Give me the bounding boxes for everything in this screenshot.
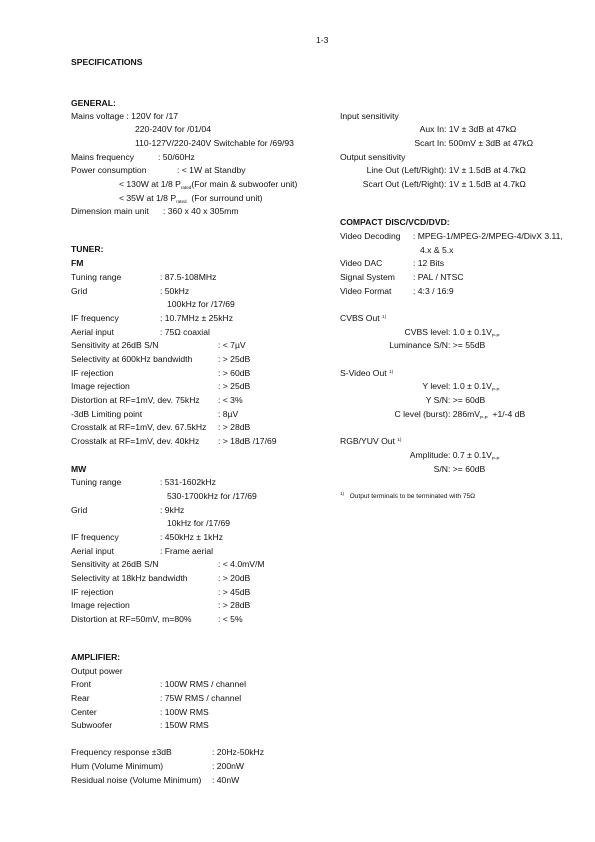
fm-selectivity-value: : > 25dB	[218, 354, 251, 364]
cvbs-level-label: CVBS level	[404, 327, 448, 337]
video-format-label: Video Format	[340, 286, 392, 296]
dimension-label: Dimension main unit	[71, 206, 149, 216]
dimension-value: : 360 x 40 x 305mm	[163, 206, 239, 216]
aux-in-label: Aux In	[419, 124, 444, 134]
cvbs-sn-value: : >= 55dB	[448, 340, 486, 350]
fm-aerial-input-value: : 75Ω coaxial	[160, 327, 210, 337]
mains-voltage-2: 220-240V for /01/04	[135, 124, 211, 134]
power-surround: < 35W at 1/8 $P_{rated}$ (For surround unit)	[119, 193, 263, 204]
amp-front-label: Front	[71, 679, 92, 689]
video-dac-value: : 12 Bits	[413, 258, 445, 268]
fm-grid-label: Grid	[71, 286, 88, 296]
fm-if-rejection-value: : > 60dB	[218, 368, 251, 378]
amp-center-label: Center	[71, 707, 97, 717]
mw-grid-value-2: 10kHz for /17/69	[167, 518, 231, 528]
rgb-amplitude-label: Amplitude	[409, 450, 448, 460]
mw-selectivity-value: : > 20dB	[218, 573, 251, 583]
power-consumption-value: : < 1W at Standby	[177, 165, 246, 175]
freq-response-label: Frequency response ±3dB	[71, 747, 172, 757]
fm-if-rejection-label: IF rejection	[71, 368, 114, 378]
scart-in-value: : 500mV ± 3dB at 47kΩ	[444, 138, 534, 148]
line-out-label: Line Out (Left/Right)	[366, 165, 444, 175]
fm-sensitivity-label: Sensitivity at 26dB S/N	[71, 340, 159, 350]
fm-crosstalk-40-label: Crosstalk at RF=1mV, dev. 40kHz	[71, 436, 200, 446]
video-format-value: : 4:3 / 16:9	[413, 286, 454, 296]
video-decoding-label: Video Decoding	[340, 231, 401, 241]
residual-noise-label: Residual noise (Volume Minimum)	[71, 775, 202, 785]
svideo-c-level-value: : $286mV_{P-P} +1/-4$ dB	[448, 409, 526, 420]
footnote: $^{1)}$ Output terminals to be terminated with 75Ω	[340, 491, 476, 500]
signal-system-value: : PAL / NTSC	[413, 272, 464, 282]
mw-grid-value: : 9kHz	[160, 505, 185, 515]
scart-in-label: Scart In	[414, 138, 444, 148]
freq-response-value: : 20Hz-50kHz	[212, 747, 265, 757]
video-dac-label: Video DAC	[340, 258, 383, 268]
mw-if-rejection-label: IF rejection	[71, 587, 114, 597]
rgb-amplitude-value: : $0.7 \pm 0.1V_{P-P}$	[448, 450, 500, 461]
cvbs-sn-label: Luminance S/N	[389, 340, 448, 350]
fm-crosstalk-675-label: Crosstalk at RF=1mV, dev. 67.5kHz	[71, 422, 207, 432]
residual-noise-value: : 40nW	[212, 775, 240, 785]
mw-distortion-label: Distortion at RF=50mV, m=80%	[71, 614, 192, 624]
aux-in-value: : 1V ± 3dB at 47kΩ	[444, 124, 517, 134]
input-sensitivity-heading: Input sensitivity	[340, 111, 399, 121]
fm-crosstalk-40-value: : > 18dB /17/69	[218, 436, 277, 446]
rgb-heading: RGB/YUV Out $^{1)}$	[340, 436, 402, 446]
fm-grid-value: : 50kHz	[160, 286, 190, 296]
cvbs-heading: CVBS Out $^{1)}$	[340, 313, 387, 323]
amp-rear-value: : 75W RMS / channel	[160, 693, 242, 703]
mw-sensitivity-label: Sensitivity at 26dB S/N	[71, 559, 159, 569]
svideo-ysn-value: : >= 60dB	[448, 395, 486, 405]
fm-aerial-input-label: Aerial input	[71, 327, 114, 337]
mw-distortion-value: : < 5%	[218, 614, 243, 624]
amp-subwoofer-label: Subwoofer	[71, 720, 113, 730]
mw-image-rejection-value: : > 28dB	[218, 600, 251, 610]
page-title: SPECIFICATIONS	[71, 57, 143, 67]
mw-tuning-range-label: Tuning range	[71, 477, 122, 487]
mw-tuning-range-value-2: 530-1700kHz for /17/69	[167, 491, 257, 501]
mw-aerial-input-value: : Frame aerial	[160, 546, 214, 556]
power-consumption-label: Power consumption	[71, 165, 147, 175]
compact-disc-heading: COMPACT DISC/VCD/DVD:	[340, 217, 450, 227]
fm-tuning-range-label: Tuning range	[71, 272, 122, 282]
fm-limiting-point-value: : 8µV	[218, 409, 239, 419]
fm-grid-value-2: 100kHz for /17/69	[167, 299, 235, 309]
scart-out-label: Scart Out (Left/Right)	[362, 179, 444, 189]
fm-if-frequency-label: IF frequency	[71, 313, 119, 323]
signal-system-label: Signal System	[340, 272, 395, 282]
fm-crosstalk-675-value: : > 28dB	[218, 422, 251, 432]
fm-sensitivity-value: : < 7µV	[218, 340, 246, 350]
output-power-label: Output power	[71, 666, 123, 676]
video-decoding-value: : MPEG-1/MPEG-2/MPEG-4/DivX 3.11,	[413, 231, 563, 241]
svideo-c-level-label: C level (burst)	[394, 409, 448, 419]
fm-distortion-value: : < 3%	[218, 395, 243, 405]
hum-label: Hum (Volume Minimum)	[71, 761, 164, 771]
scart-out-value: : 1V ± 1.5dB at 4.7kΩ	[444, 179, 526, 189]
mw-image-rejection-label: Image rejection	[71, 600, 130, 610]
mains-frequency-label: Mains frequency	[71, 152, 135, 162]
amp-subwoofer-value: : 150W RMS	[160, 720, 209, 730]
svideo-ysn-label: Y S/N	[425, 395, 448, 405]
hum-value: : 200nW	[212, 761, 245, 771]
power-main: < 130W at 1/8 $P_{rated}(For$ main & subwoofer unit)	[119, 179, 298, 190]
tuner-heading: TUNER:	[71, 244, 104, 254]
fm-image-rejection-label: Image rejection	[71, 381, 130, 391]
amplifier-heading: AMPLIFIER:	[71, 652, 121, 662]
mw-heading: MW	[71, 464, 87, 474]
mw-if-frequency-value: : 450kHz ± 1kHz	[160, 532, 223, 542]
mains-voltage-3: 110-127V/220-240V Switchable for /69/93	[135, 138, 294, 148]
mw-grid-label: Grid	[71, 505, 88, 515]
mw-if-rejection-value: : > 45dB	[218, 587, 251, 597]
line-out-value: : 1V ± 1.5dB at 4.7kΩ	[444, 165, 526, 175]
mw-if-frequency-label: IF frequency	[71, 532, 119, 542]
svideo-y-level-value: : $1.0 \pm 0.1V_{P-P}$	[448, 381, 500, 392]
amp-front-value: : 100W RMS / channel	[160, 679, 246, 689]
fm-heading: FM	[71, 258, 84, 268]
mains-frequency-value: : 50/60Hz	[158, 152, 195, 162]
fm-image-rejection-value: : > 25dB	[218, 381, 251, 391]
fm-limiting-point-label: -3dB Limiting point	[71, 409, 143, 419]
mw-aerial-input-label: Aerial input	[71, 546, 114, 556]
fm-distortion-label: Distortion at RF=1mV, dev. 75kHz	[71, 395, 200, 405]
rgb-sn-value: : >= 60dB	[448, 464, 486, 474]
amp-rear-label: Rear	[71, 693, 90, 703]
video-decoding-value-2: 4.x & 5.x	[420, 245, 454, 255]
cvbs-level-value: : $1.0 \pm 0.1V_{P-P}$	[448, 327, 500, 338]
output-sensitivity-heading: Output sensitivity	[340, 152, 406, 162]
general-heading: GENERAL:	[71, 98, 116, 108]
svideo-heading: S-Video Out $^{1)}$	[340, 368, 394, 378]
mw-tuning-range-value: : 531-1602kHz	[160, 477, 216, 487]
amp-center-value: : 100W RMS	[160, 707, 209, 717]
mw-sensitivity-value: : < 4.0mV/M	[218, 559, 265, 569]
rgb-sn-label: S/N	[433, 464, 448, 474]
mains-voltage: Mains voltage : 120V for /17	[71, 111, 179, 121]
fm-if-frequency-value: : 10.7MHz ± 25kHz	[160, 313, 234, 323]
fm-tuning-range-value: : 87.5-108MHz	[160, 272, 217, 282]
mw-selectivity-label: Selectivity at 18kHz bandwidth	[71, 573, 188, 583]
fm-selectivity-label: Selectivity at 600kHz bandwidth	[71, 354, 193, 364]
svideo-y-level-label: Y level	[422, 381, 448, 391]
page-number: 1-3	[316, 35, 329, 45]
